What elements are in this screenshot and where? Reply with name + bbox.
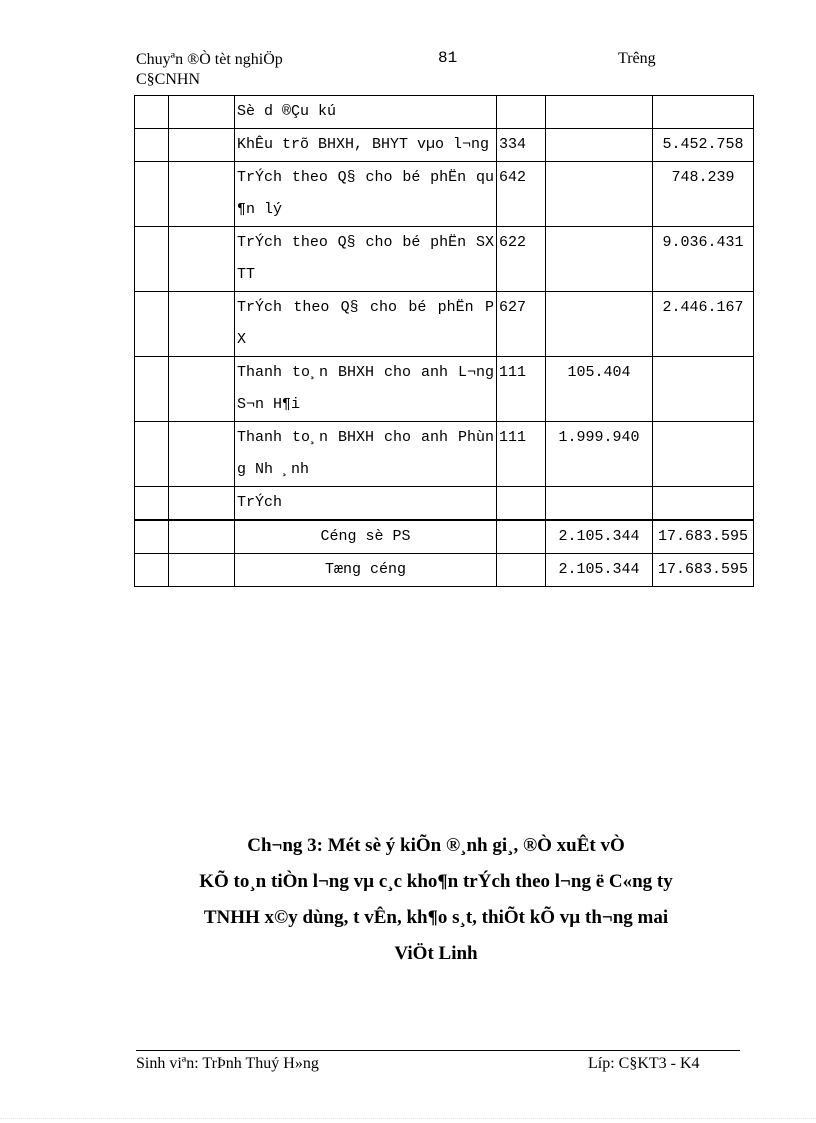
chapter-heading-line2: KÕ to¸n tiÒn l¬ng vµ c¸c kho¶n trÝch theo l¬ng ë C«ng ty xyxy=(199,871,673,892)
table-cell-credit xyxy=(653,422,754,487)
table-cell-blank xyxy=(169,487,235,520)
table-row xyxy=(135,422,754,487)
table-cell-description: TrÝch theo Q§ cho bé phËn SXTT xyxy=(235,227,497,292)
table-cell-blank xyxy=(135,422,169,487)
table-cell-debit xyxy=(546,487,653,520)
header-right-text: Trêng xyxy=(618,50,656,67)
table-cell-total-credit: 17.683.595 xyxy=(653,521,754,554)
table-row xyxy=(135,227,754,292)
table-cell-description: TrÝch xyxy=(235,487,497,520)
table-cell-account: 111 xyxy=(497,357,546,422)
table-cell-blank xyxy=(497,554,546,587)
table-cell-account: 334 xyxy=(497,129,546,162)
table-cell-credit: 748.239 xyxy=(653,162,754,227)
table-cell-blank xyxy=(135,227,169,292)
table-cell-description: Sè d ®Çu kú xyxy=(235,96,497,129)
table-cell-total-credit: 17.683.595 xyxy=(653,554,754,587)
table-cell-debit xyxy=(546,162,653,227)
table-cell-blank xyxy=(169,422,235,487)
table-cell-blank xyxy=(497,521,546,554)
table-cell-blank xyxy=(169,96,235,129)
table-cell-blank xyxy=(135,96,169,129)
table-cell-total-label: Céng sè PS xyxy=(235,521,497,554)
table-cell-debit xyxy=(546,129,653,162)
table-cell-blank xyxy=(169,357,235,422)
table-cell-description: Thanh to¸n BHXH cho anh Phùng Nh ¸nh xyxy=(235,422,497,487)
footer-student: Sinh viªn: TrÞnh Thuý H»ng xyxy=(136,1055,319,1072)
chapter-heading-line3: TNHH x©y dùng, t vÊn, kh¶o s¸t, thiÕt kÕ vµ th¬ng mai xyxy=(203,907,669,928)
table-row xyxy=(135,96,754,129)
table-cell-blank xyxy=(135,129,169,162)
ledger-table xyxy=(134,95,754,587)
table-cell-blank xyxy=(169,129,235,162)
table-cell-account: 622 xyxy=(497,227,546,292)
table-cell-credit: 5.452.758 xyxy=(653,129,754,162)
table-cell-description: TrÝch theo Q§ cho bé phËn qu¶n lý xyxy=(235,162,497,227)
table-cell-blank xyxy=(135,292,169,357)
table-cell-account: 642 xyxy=(497,162,546,227)
table-cell-credit: 2.446.167 xyxy=(653,292,754,357)
table-cell-blank xyxy=(169,162,235,227)
table-cell-total-debit: 2.105.344 xyxy=(546,554,653,587)
footer-class: Líp: C§KT3 - K4 xyxy=(588,1055,700,1072)
page-number: 81 xyxy=(438,49,458,67)
table-cell-blank xyxy=(169,521,235,554)
table-cell-credit xyxy=(653,96,754,129)
table-cell-blank xyxy=(135,162,169,227)
table-cell-description: Thanh to¸n BHXH cho anh L¬ng S¬n H¶i xyxy=(235,357,497,422)
chapter-heading-line4: ViÖt Linh xyxy=(394,943,478,964)
table-cell-blank xyxy=(169,554,235,587)
page-bottom-edge xyxy=(0,1118,816,1119)
table-cell-account: 111 xyxy=(497,422,546,487)
table-cell-blank xyxy=(169,227,235,292)
header-title-line2: C§CNHN xyxy=(136,71,201,88)
table-cell-total-debit: 2.105.344 xyxy=(546,521,653,554)
chapter-heading xyxy=(136,828,736,972)
table-total-row xyxy=(135,554,754,587)
table-cell-account xyxy=(497,96,546,129)
header-title-line1: Chuyªn ®Ò tèt nghiÖp xyxy=(136,51,283,68)
table-cell-account xyxy=(497,487,546,520)
table-cell-credit xyxy=(653,357,754,422)
table-cell-total-label: Tæng céng xyxy=(235,554,497,587)
table-cell-debit: 1.999.940 xyxy=(546,422,653,487)
table-row xyxy=(135,487,754,520)
chapter-heading-line1: Ch¬ng 3: Mét sè ý kiÕn ®¸nh gi¸, ®Ò xuÊt vÒ xyxy=(247,835,625,856)
table-cell-account: 627 xyxy=(497,292,546,357)
table-cell-credit: 9.036.431 xyxy=(653,227,754,292)
table-cell-blank xyxy=(135,487,169,520)
table-cell-debit xyxy=(546,96,653,129)
table-cell-blank xyxy=(169,292,235,357)
table-cell-blank xyxy=(135,521,169,554)
table-row xyxy=(135,292,754,357)
table-cell-credit xyxy=(653,487,754,520)
table-cell-blank xyxy=(135,554,169,587)
table-cell-description: KhÊu trõ BHXH, BHYT vµo l¬ng xyxy=(235,129,497,162)
table-cell-debit xyxy=(546,292,653,357)
table-cell-debit xyxy=(546,227,653,292)
header-title xyxy=(136,50,283,90)
table-total-row xyxy=(135,521,754,554)
table-row xyxy=(135,162,754,227)
footer-divider xyxy=(136,1050,740,1051)
table-row xyxy=(135,129,754,162)
table-cell-blank xyxy=(135,357,169,422)
table-cell-description: TrÝch theo Q§ cho bé phËn P X xyxy=(235,292,497,357)
table-row xyxy=(135,357,754,422)
table-cell-debit: 105.404 xyxy=(546,357,653,422)
